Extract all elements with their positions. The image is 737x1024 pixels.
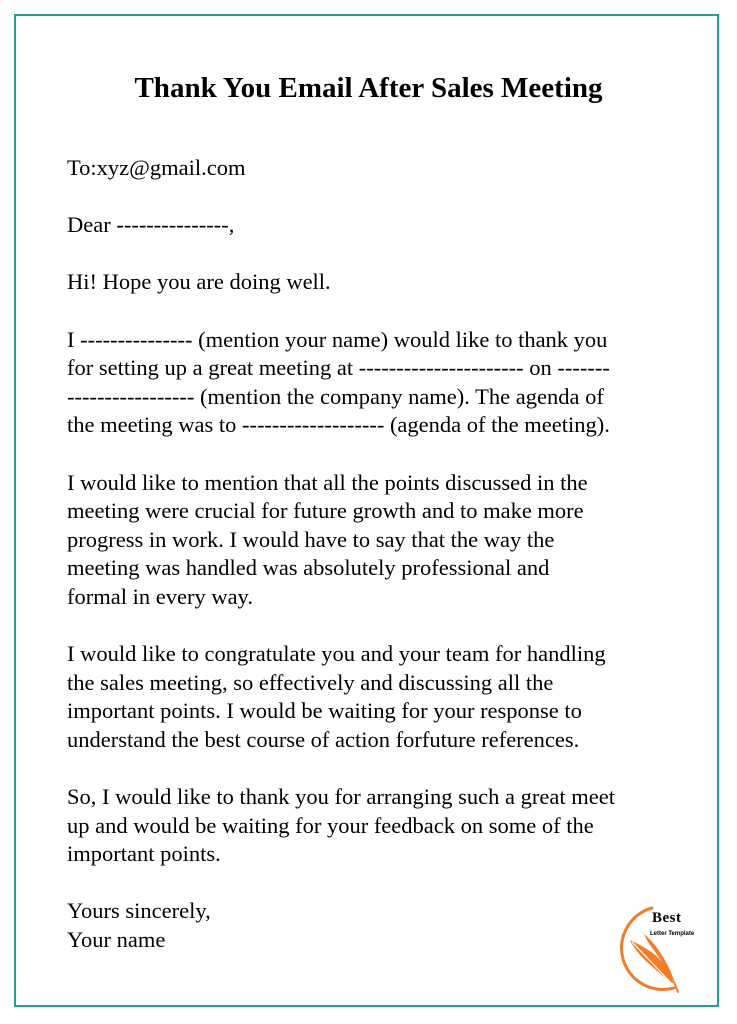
letter-body bbox=[67, 154, 667, 955]
paragraph-thanks: So, I would like to thank you for arranging such a great meet up and would be waiting for your feedback on some of the important points. bbox=[67, 784, 615, 867]
closing-signature: Yours sincerely, Your name bbox=[67, 898, 211, 953]
greeting: Hi! Hope you are doing well. bbox=[67, 269, 331, 295]
paragraph-points: I would like to mention that all the points discussed in the meeting were crucial for future growth and to make more progress in work. I would have to say that the way the meeting was handled was absolutely professional and formal in every way. bbox=[67, 469, 588, 609]
recipient-line: To:xyz@gmail.com bbox=[67, 155, 246, 180]
paragraph-congratulate: I would like to congratulate you and your team for handling the sales meeting, so effectively and discussing all the important points. I would be waiting for your response to understand the best course of action forfuture references. bbox=[67, 641, 606, 752]
paragraph-intro: I --------------- (mention your name) would like to thank you for setting up a great meeting at ---------------------- on ------- ----------------- (mention the company name). The agenda of the meeting was to ------------------- (agenda of the meeting). bbox=[67, 326, 610, 438]
logo-brand-text: Best bbox=[652, 910, 682, 926]
salutation: Dear ---------------, bbox=[67, 212, 235, 238]
logo-subtitle-text: Letter Template bbox=[650, 931, 695, 937]
document-title: Thank You Email After Sales Meeting bbox=[134, 72, 603, 104]
brand-logo bbox=[608, 900, 718, 1000]
